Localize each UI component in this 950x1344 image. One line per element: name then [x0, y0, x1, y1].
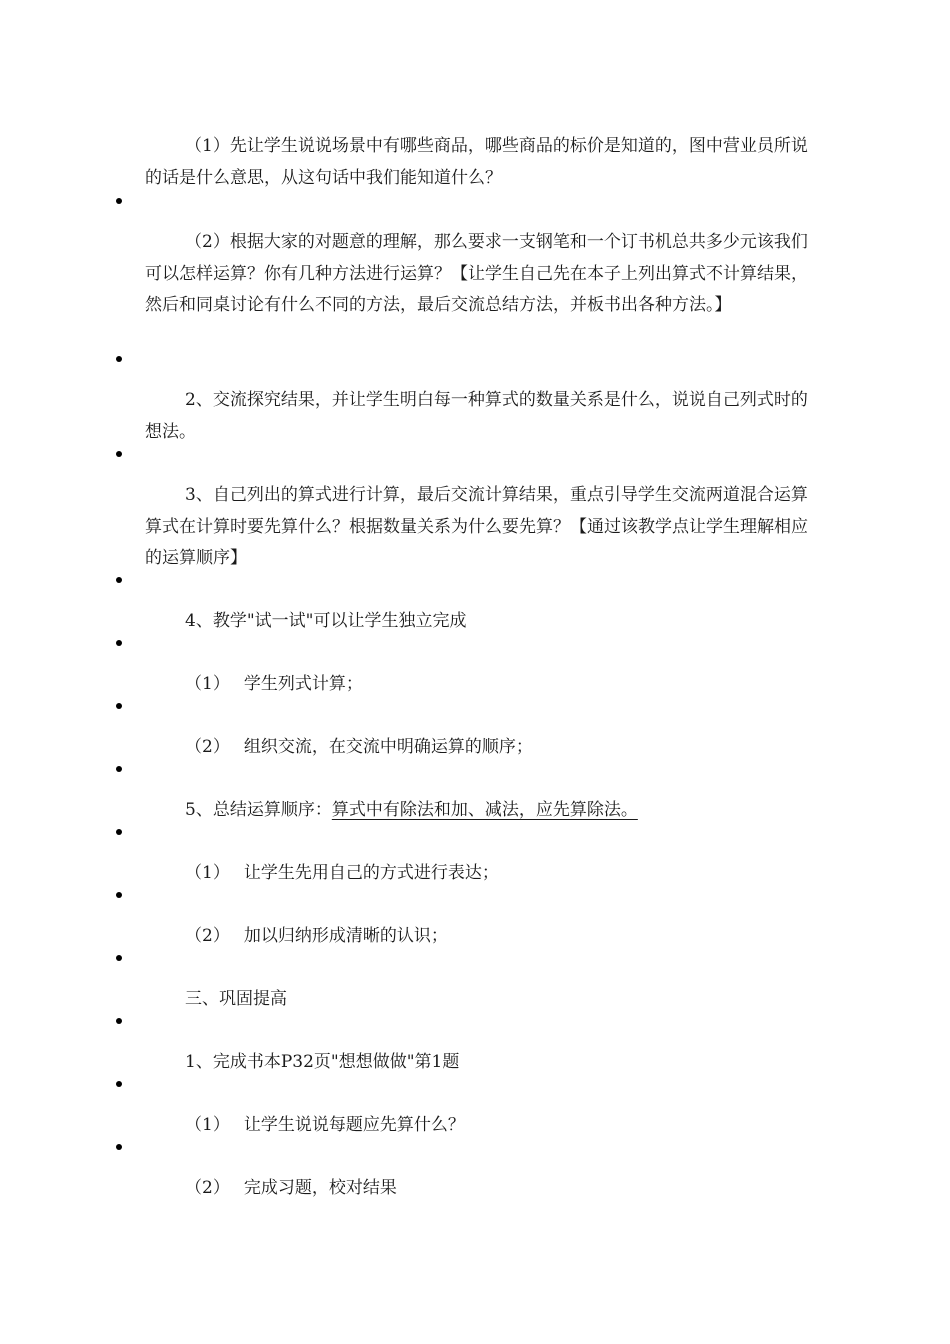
underlined-rule: 算式中有除法和加、减法，应先算除法。 [331, 800, 638, 820]
paragraph-9: （1） 让学生先用自己的方式进行表达； [185, 863, 499, 883]
paragraph-4: 3、自己列出的算式进行计算，最后交流计算结果，重点引导学生交流两道混合运算算式在计算时要先算什么？根据数量关系为什么要先算？【通过该教学点让学生理解相应的运算顺序】 [145, 485, 808, 568]
paragraph-11: 三、巩固提高 [185, 989, 287, 1009]
bullet-11 [116, 1018, 122, 1024]
paragraph-8: 5、总结运算顺序：算式中有除法和加、减法，应先算除法。 [185, 800, 638, 820]
paragraph-6: （1） 学生列式计算； [185, 674, 363, 694]
bullet-3 [116, 451, 122, 457]
bullet-1 [116, 198, 122, 204]
paragraph-7: （2） 组织交流，在交流中明确运算的顺序； [185, 737, 533, 757]
bullet-7 [116, 766, 122, 772]
bullet-9 [116, 892, 122, 898]
bullet-8 [116, 829, 122, 835]
paragraph-3: 2、交流探究结果，并让学生明白每一种算式的数量关系是什么，说说自己列式时的想法。 [145, 390, 808, 442]
paragraph-2: （2）根据大家的对题意的理解，那么要求一支钢笔和一个订书机总共多少元该我们可以怎样运算？你有几种方法进行运算？【让学生自己先在本子上列出算式不计算结果，然后和同桌讨论有什么不同的方法，最后交流总结方法，并板书出各种方法。】 [145, 232, 808, 315]
bullet-5 [116, 640, 122, 646]
paragraph-13: （1） 让学生说说每题应先算什么？ [185, 1115, 465, 1135]
bullet-4 [116, 577, 122, 583]
paragraph-14: （2） 完成习题，校对结果 [185, 1178, 397, 1198]
bullet-12 [116, 1081, 122, 1087]
bullet-10 [116, 955, 122, 961]
paragraph-1: （1）先让学生说说场景中有哪些商品，哪些商品的标价是知道的，图中营业员所说的话是什么意思，从这句话中我们能知道什么？ [145, 136, 808, 188]
bullet-2 [116, 356, 122, 362]
paragraph-5: 4、教学"试一试"可以让学生独立完成 [185, 611, 467, 631]
paragraph-12: 1、完成书本P32页"想想做做"第1题 [185, 1052, 460, 1072]
bullet-13 [116, 1144, 122, 1150]
paragraph-10: （2） 加以归纳形成清晰的认识； [185, 926, 448, 946]
bullet-6 [116, 703, 122, 709]
